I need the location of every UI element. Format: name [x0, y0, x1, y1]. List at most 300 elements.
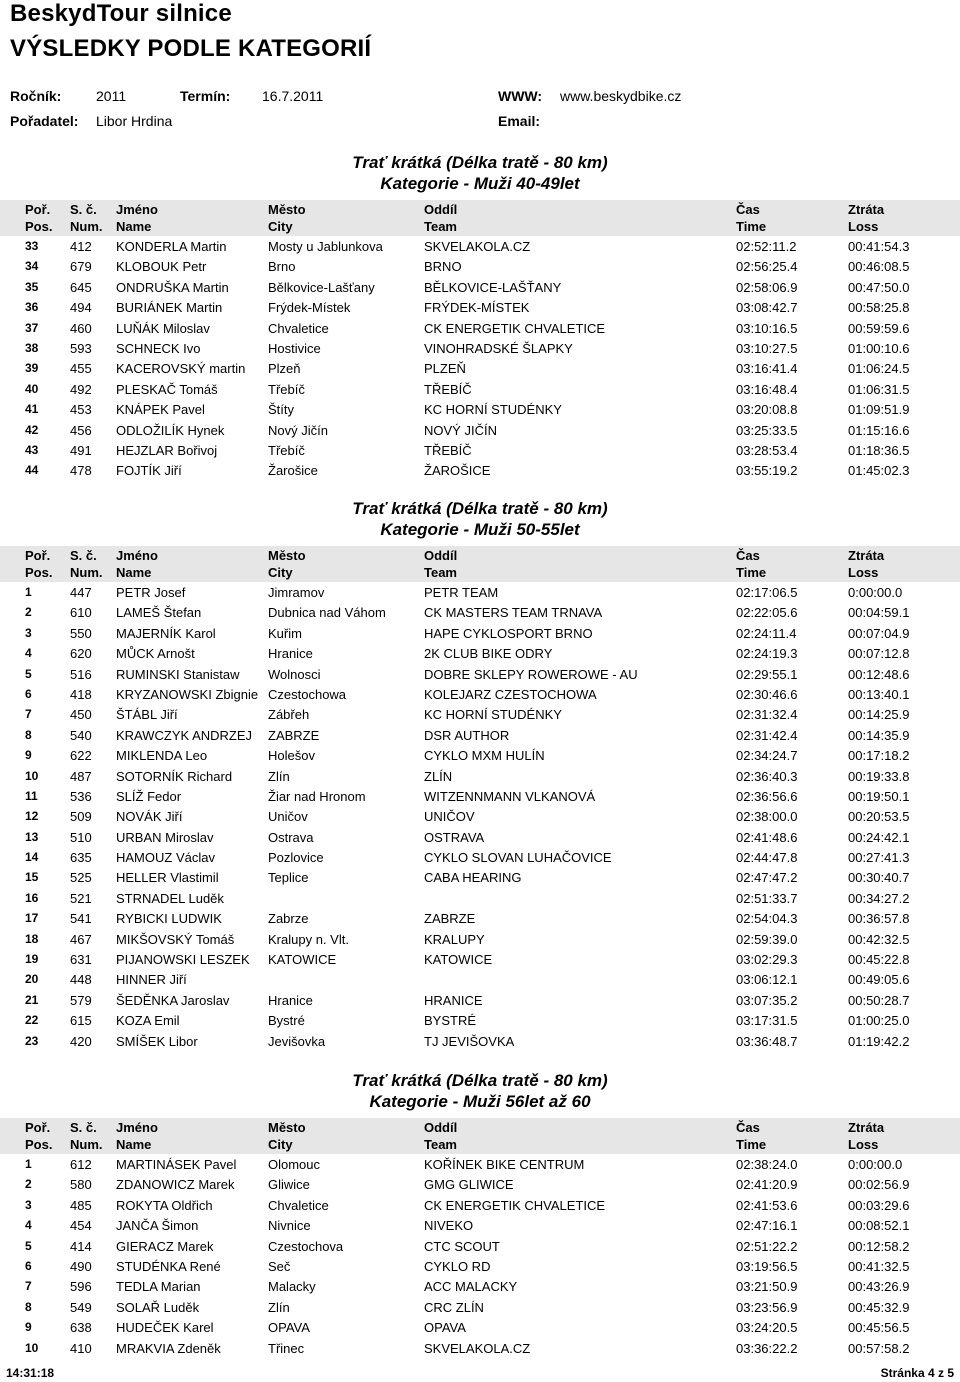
column-header-num-en: Num.	[70, 1137, 103, 1152]
cell-city: Nový Jičín	[268, 422, 328, 438]
cell-city: Malacky	[268, 1279, 316, 1295]
cell-num: 420	[70, 1033, 92, 1049]
rocnik-label: Ročník:	[10, 88, 62, 104]
cell-pos: 44	[25, 463, 39, 478]
cell-loss: 00:19:50.1	[848, 788, 910, 804]
cell-city: Hranice	[268, 992, 313, 1008]
cell-loss: 00:47:50.0	[848, 279, 910, 295]
cell-pos: 36	[25, 300, 39, 315]
column-header-pos-en: Pos.	[25, 219, 53, 234]
table-row	[0, 786, 960, 806]
poradatel-label: Pořadatel:	[10, 113, 79, 129]
cell-name: RUMINSKI Stanistaw	[116, 666, 240, 682]
cell-loss: 00:24:42.1	[848, 829, 910, 845]
table-row	[0, 440, 960, 460]
cell-loss: 00:45:22.8	[848, 952, 910, 968]
cell-pos: 6	[25, 686, 32, 701]
cell-name: HAMOUZ Václav	[116, 850, 215, 866]
cell-num: 541	[70, 911, 92, 927]
cell-num: 516	[70, 666, 92, 682]
cell-num: 448	[70, 972, 92, 988]
cell-team: CABA HEARING	[424, 870, 522, 886]
table-row	[0, 908, 960, 928]
cell-num: 412	[70, 239, 92, 254]
cell-name: KRYZANOWSKI Zbignie	[116, 686, 259, 702]
termin-value: 16.7.2011	[262, 88, 324, 104]
cell-num: 615	[70, 1013, 92, 1029]
cell-pos: 11	[25, 788, 38, 803]
cell-num: 645	[70, 279, 92, 295]
table-row	[0, 297, 960, 317]
cell-loss: 01:06:24.5	[848, 361, 910, 377]
cell-num: 610	[70, 605, 92, 621]
cell-name: STUDÉNKA René	[116, 1258, 221, 1274]
cell-num: 549	[70, 1299, 92, 1315]
table-row	[0, 888, 960, 908]
cell-pos: 10	[25, 768, 39, 783]
cell-name: KOZA Emil	[116, 1013, 180, 1029]
cell-time: 02:31:32.4	[736, 707, 798, 723]
cell-num: 580	[70, 1177, 92, 1193]
table-row	[0, 602, 960, 622]
cell-team: KC HORNÍ STUDÉNKY	[424, 402, 562, 418]
column-header-city-en: City	[268, 219, 293, 234]
cell-loss: 01:18:36.5	[848, 442, 910, 458]
cell-city: Olomouc	[268, 1157, 321, 1172]
cell-pos: 17	[25, 911, 39, 926]
column-header-num-cz: S. č.	[70, 548, 97, 563]
cell-time: 02:17:06.5	[736, 585, 798, 600]
cell-city: Czestochowa	[268, 686, 347, 702]
cell-time: 02:38:00.0	[736, 809, 798, 825]
cell-team: BRNO	[424, 259, 462, 275]
column-header-city-cz: Město	[268, 202, 306, 217]
cell-time: 02:24:19.3	[736, 646, 798, 662]
column-header-loss-cz: Ztráta	[848, 548, 885, 563]
cell-pos: 1	[25, 1157, 32, 1171]
cell-city: Třebíč	[268, 381, 305, 397]
cell-name: STRNADEL Luděk	[116, 890, 224, 906]
cell-loss: 00:58:25.8	[848, 300, 910, 316]
cell-loss: 00:19:33.8	[848, 768, 910, 784]
cell-team: PETR TEAM	[424, 585, 499, 600]
cell-pos: 9	[25, 1320, 32, 1335]
table-row	[0, 420, 960, 440]
table-body	[0, 582, 960, 1051]
cell-pos: 38	[25, 340, 39, 355]
column-header-loss-en: Loss	[848, 219, 879, 234]
cell-pos: 7	[25, 1279, 32, 1294]
cell-name: MRAKVIA Zdeněk	[116, 1340, 221, 1356]
cell-loss: 01:00:10.6	[848, 340, 910, 356]
table-header	[0, 200, 960, 236]
cell-city: Žiar nad Hronom	[268, 788, 366, 804]
cell-loss: 01:06:31.5	[848, 381, 910, 397]
table-row	[0, 969, 960, 989]
cell-num: 540	[70, 727, 92, 743]
cell-loss: 00:27:41.3	[848, 850, 910, 866]
cell-team: KOLEJARZ CZESTOCHOWA	[424, 686, 597, 702]
cell-team: CTC SCOUT	[424, 1238, 500, 1254]
cell-pos: 20	[25, 972, 39, 987]
cell-pos: 2	[25, 605, 32, 620]
cell-pos: 1	[25, 585, 32, 599]
rocnik-value: 2011	[96, 88, 127, 104]
table-row	[0, 379, 960, 399]
cell-time: 02:36:56.6	[736, 788, 798, 804]
cell-name: GIERACZ Marek	[116, 1238, 214, 1254]
cell-loss: 00:03:29.6	[848, 1197, 910, 1213]
cell-name: MARTINÁSEK Pavel	[116, 1157, 237, 1172]
table-header	[0, 1118, 960, 1154]
cell-team: PLZEŇ	[424, 361, 466, 377]
column-header-time-cz: Čas	[736, 1120, 760, 1135]
cell-num: 455	[70, 361, 92, 377]
cell-team: UNIČOV	[424, 809, 475, 825]
cell-pos: 34	[25, 259, 39, 274]
column-header-city-cz: Město	[268, 548, 306, 563]
cell-team: BĚLKOVICE-LAŠŤANY	[424, 279, 562, 295]
cell-time: 03:36:22.2	[736, 1340, 798, 1356]
table-row	[0, 318, 960, 338]
cell-num: 579	[70, 992, 92, 1008]
cell-city: Holešov	[268, 748, 315, 764]
cell-pos: 37	[25, 320, 39, 335]
table-row	[0, 1215, 960, 1235]
cell-time: 02:59:39.0	[736, 931, 798, 947]
column-header-num-en: Num.	[70, 565, 103, 580]
table-row	[0, 1195, 960, 1215]
table-row	[0, 827, 960, 847]
cell-team: DSR AUTHOR	[424, 727, 510, 743]
results-section	[0, 1070, 960, 1358]
table-row	[0, 684, 960, 704]
cell-team: TŘEBÍČ	[424, 381, 472, 397]
cell-name: ROKYTA Oldřich	[116, 1197, 213, 1213]
column-header-name-en: Name	[116, 565, 152, 580]
table-row	[0, 338, 960, 358]
cell-time: 03:55:19.2	[736, 463, 798, 479]
table-row	[0, 256, 960, 276]
cell-name: HEJZLAR Bořivoj	[116, 442, 218, 458]
section-track-title: Trať krátká (Délka tratě - 80 km)	[352, 499, 608, 518]
cell-name: MAJERNÍK Karol	[116, 625, 216, 641]
cell-name: SOTORNÍK Richard	[116, 768, 233, 784]
cell-city: Frýdek-Místek	[268, 300, 351, 316]
cell-time: 03:16:41.4	[736, 361, 798, 377]
cell-name: PLESKAČ Tomáš	[116, 381, 218, 397]
cell-team: CYKLO RD	[424, 1258, 491, 1274]
cell-loss: 00:07:04.9	[848, 625, 910, 641]
cell-city: Uničov	[268, 809, 308, 825]
cell-name: HELLER Vlastimil	[116, 870, 219, 886]
cell-num: 460	[70, 320, 92, 336]
cell-team: NIVEKO	[424, 1218, 474, 1234]
cell-time: 03:10:27.5	[736, 340, 798, 356]
cell-city: ZABRZE	[268, 727, 320, 743]
column-header-city-cz: Město	[268, 1120, 306, 1135]
cell-pos: 8	[25, 1299, 32, 1314]
table-row	[0, 358, 960, 378]
cell-city: Seč	[268, 1258, 291, 1274]
cell-pos: 35	[25, 279, 39, 294]
cell-city: Plzeň	[268, 361, 301, 377]
cell-num: 638	[70, 1320, 92, 1336]
cell-pos: 12	[25, 809, 39, 824]
cell-loss: 00:43:26.9	[848, 1279, 910, 1295]
cell-time: 03:24:20.5	[736, 1320, 798, 1336]
column-header-pos-en: Pos.	[25, 1137, 53, 1152]
cell-num: 509	[70, 809, 92, 825]
cell-num: 491	[70, 442, 92, 458]
cell-city: Třinec	[268, 1340, 305, 1356]
cell-team: HAPE CYKLOSPORT BRNO	[424, 625, 593, 641]
cell-team: CYKLO MXM HULÍN	[424, 748, 545, 764]
cell-loss: 00:59:59.6	[848, 320, 910, 336]
cell-name: RYBICKI LUDWIK	[116, 911, 222, 927]
cell-city: Wolnosci	[268, 666, 321, 682]
cell-num: 418	[70, 686, 92, 702]
footer-time: 14:31:18	[6, 1366, 55, 1380]
cell-pos: 22	[25, 1013, 39, 1028]
column-header-loss-cz: Ztráta	[848, 202, 885, 217]
cell-loss: 00:13:40.1	[848, 686, 910, 702]
cell-name: KNÁPEK Pavel	[116, 402, 205, 418]
page-subtitle: VÝSLEDKY PODLE KATEGORIÍ	[10, 35, 372, 62]
results-section	[0, 152, 960, 481]
column-header-pos-en: Pos.	[25, 565, 53, 580]
cell-pos: 23	[25, 1033, 39, 1048]
cell-team: KOŘÍNEK BIKE CENTRUM	[424, 1157, 585, 1172]
cell-num: 631	[70, 952, 92, 968]
cell-pos: 9	[25, 748, 32, 763]
cell-name: LUŇÁK Miloslav	[116, 320, 210, 336]
cell-city: Bělkovice-Lašťany	[268, 279, 375, 295]
cell-loss: 00:41:54.3	[848, 239, 910, 254]
cell-num: 550	[70, 625, 92, 641]
cell-city: Zlín	[268, 1299, 290, 1315]
cell-city: OPAVA	[268, 1320, 310, 1336]
table-row	[0, 929, 960, 949]
cell-city: Chvaletice	[268, 1197, 329, 1213]
cell-city: Ostrava	[268, 829, 314, 845]
cell-pos: 10	[25, 1340, 39, 1355]
column-header-city-en: City	[268, 1137, 293, 1152]
cell-num: 490	[70, 1258, 92, 1274]
cell-time: 02:58:06.9	[736, 279, 798, 295]
cell-loss: 01:15:16.6	[848, 422, 910, 438]
cell-city: Jimramov	[268, 585, 325, 600]
cell-time: 03:20:08.8	[736, 402, 798, 418]
cell-num: 456	[70, 422, 92, 438]
table-row	[0, 623, 960, 643]
cell-time: 03:19:56.5	[736, 1258, 798, 1274]
cell-city: Dubnica nad Váhom	[268, 605, 386, 621]
cell-num: 494	[70, 300, 92, 316]
cell-time: 02:29:55.1	[736, 666, 798, 682]
cell-num: 536	[70, 788, 92, 804]
cell-name: ŠEDĚNKA Jaroslav	[116, 992, 230, 1008]
cell-pos: 39	[25, 361, 39, 376]
table-row	[0, 704, 960, 724]
cell-time: 02:36:40.3	[736, 768, 798, 784]
table-row	[0, 664, 960, 684]
cell-pos: 3	[25, 1197, 32, 1212]
cell-num: 447	[70, 585, 92, 600]
cell-loss: 00:45:56.5	[848, 1320, 910, 1336]
cell-time: 02:30:46.6	[736, 686, 798, 702]
column-header-time-en: Time	[736, 565, 767, 580]
cell-team: ZABRZE	[424, 911, 476, 927]
table-row	[0, 867, 960, 887]
cell-time: 02:47:16.1	[736, 1218, 798, 1234]
table-row	[0, 643, 960, 663]
table-row	[0, 766, 960, 786]
cell-num: 454	[70, 1218, 92, 1234]
cell-team: OPAVA	[424, 1320, 466, 1336]
www-value[interactable]: www.beskydbike.cz	[560, 88, 682, 104]
cell-team: OSTRAVA	[424, 829, 485, 845]
cell-time: 02:38:24.0	[736, 1157, 798, 1172]
section-category-title: Kategorie - Muži 56let až 60	[369, 1092, 591, 1111]
column-header-team-en: Team	[424, 219, 457, 234]
cell-loss: 00:12:58.2	[848, 1238, 910, 1254]
cell-team: KATOWICE	[424, 952, 493, 968]
cell-team: ACC MALACKY	[424, 1279, 518, 1295]
cell-team: TJ JEVIŠOVKA	[424, 1033, 515, 1049]
cell-city: Brno	[268, 259, 296, 275]
cell-num: 510	[70, 829, 92, 845]
table-row	[0, 460, 960, 480]
cell-time: 02:52:11.2	[736, 239, 797, 254]
table-row	[0, 949, 960, 969]
cell-time: 02:34:24.7	[736, 748, 798, 764]
cell-city: Zabrze	[268, 911, 309, 927]
column-header-num-cz: S. č.	[70, 1120, 97, 1135]
cell-time: 03:06:12.1	[736, 972, 798, 988]
cell-city: Mosty u Jablunkova	[268, 239, 383, 254]
table-row	[0, 1174, 960, 1194]
column-header-name-cz: Jméno	[116, 548, 158, 563]
cell-loss: 00:12:48.6	[848, 666, 910, 682]
column-header-team-cz: Oddíl	[424, 1120, 458, 1135]
table-row	[0, 1154, 960, 1174]
cell-team: KC HORNÍ STUDÉNKY	[424, 707, 562, 723]
cell-city: Chvaletice	[268, 320, 329, 336]
column-header-num-en: Num.	[70, 219, 103, 234]
cell-loss: 00:45:32.9	[848, 1299, 910, 1315]
cell-loss: 00:42:32.5	[848, 931, 910, 947]
table-row	[0, 1276, 960, 1296]
cell-num: 596	[70, 1279, 92, 1295]
cell-team: ZLÍN	[424, 768, 453, 784]
cell-pos: 4	[25, 1218, 32, 1233]
cell-num: 679	[70, 259, 92, 275]
cell-loss: 00:30:40.7	[848, 870, 910, 886]
cell-city: Třebíč	[268, 442, 305, 458]
cell-loss: 00:02:56.9	[848, 1177, 910, 1193]
cell-name: KLOBOUK Petr	[116, 259, 207, 275]
cell-loss: 00:20:53.5	[848, 809, 910, 825]
column-header-name-en: Name	[116, 219, 152, 234]
cell-pos: 13	[25, 829, 39, 844]
cell-num: 453	[70, 402, 92, 418]
cell-name: JANČA Šimon	[116, 1218, 199, 1234]
column-header-loss-en: Loss	[848, 1137, 879, 1152]
cell-team: CK MASTERS TEAM TRNAVA	[424, 605, 603, 621]
cell-time: 03:10:16.5	[736, 320, 798, 336]
results-section	[0, 498, 960, 1051]
cell-name: MIKŠOVSKÝ Tomáš	[116, 931, 235, 947]
cell-loss: 00:46:08.5	[848, 259, 910, 275]
table-row	[0, 990, 960, 1010]
cell-pos: 5	[25, 1238, 32, 1253]
cell-pos: 18	[25, 931, 39, 946]
cell-num: 487	[70, 768, 92, 784]
cell-name: FOJTÍK Jiří	[116, 463, 182, 479]
cell-team: VINOHRADSKÉ ŠLAPKY	[424, 340, 573, 356]
cell-time: 03:07:35.2	[736, 992, 798, 1008]
email-label: Email:	[498, 113, 541, 129]
cell-name: ZDANOWICZ Marek	[116, 1177, 235, 1193]
cell-team: SKVELAKOLA.CZ	[424, 239, 531, 254]
cell-team: FRÝDEK-MÍSTEK	[424, 300, 530, 316]
cell-num: 635	[70, 850, 92, 866]
column-header-team-en: Team	[424, 565, 457, 580]
column-header-name-cz: Jméno	[116, 202, 158, 217]
cell-loss: 00:41:32.5	[848, 1258, 910, 1274]
table-row	[0, 847, 960, 867]
cell-name: URBAN Miroslav	[116, 829, 214, 845]
cell-team: DOBRE SKLEPY ROWEROWE - AU	[424, 666, 638, 682]
table-row	[0, 1031, 960, 1051]
poradatel-value: Libor Hrdina	[96, 113, 173, 129]
table-row	[0, 725, 960, 745]
cell-pos: 40	[25, 381, 39, 396]
cell-team: CRC ZLÍN	[424, 1299, 484, 1315]
cell-loss: 00:14:25.9	[848, 707, 910, 723]
cell-pos: 15	[25, 870, 39, 885]
cell-pos: 33	[25, 239, 39, 253]
section-track-title: Trať krátká (Délka tratě - 80 km)	[352, 1071, 608, 1090]
cell-loss: 01:19:42.2	[848, 1033, 910, 1049]
cell-name: ODLOŽILÍK Hynek	[116, 422, 225, 438]
cell-pos: 42	[25, 422, 39, 437]
cell-team: CK ENERGETIK CHVALETICE	[424, 320, 606, 336]
cell-team: CYKLO SLOVAN LUHAČOVICE	[424, 850, 612, 866]
table-row	[0, 1010, 960, 1030]
table-body	[0, 236, 960, 481]
cell-city: Pozlovice	[268, 850, 324, 866]
cell-city: Žarošice	[268, 463, 318, 479]
cell-pos: 4	[25, 646, 32, 661]
cell-pos: 43	[25, 442, 39, 457]
cell-name: MŮCK Arnošt	[116, 646, 195, 662]
section-category-title: Kategorie - Muži 40-49let	[380, 174, 580, 193]
cell-city: Zlín	[268, 768, 290, 784]
table-row	[0, 236, 960, 256]
table-row	[0, 745, 960, 765]
cell-time: 02:41:20.9	[736, 1177, 798, 1193]
cell-num: 414	[70, 1238, 92, 1254]
cell-team: BYSTRÉ	[424, 1013, 477, 1029]
cell-name: TEDLA Marian	[116, 1279, 201, 1295]
table-row	[0, 399, 960, 419]
cell-name: KACEROVSKÝ martin	[116, 361, 246, 377]
table-row	[0, 1317, 960, 1337]
cell-loss: 00:04:59.1	[848, 605, 910, 621]
cell-loss: 00:36:57.8	[848, 911, 910, 927]
